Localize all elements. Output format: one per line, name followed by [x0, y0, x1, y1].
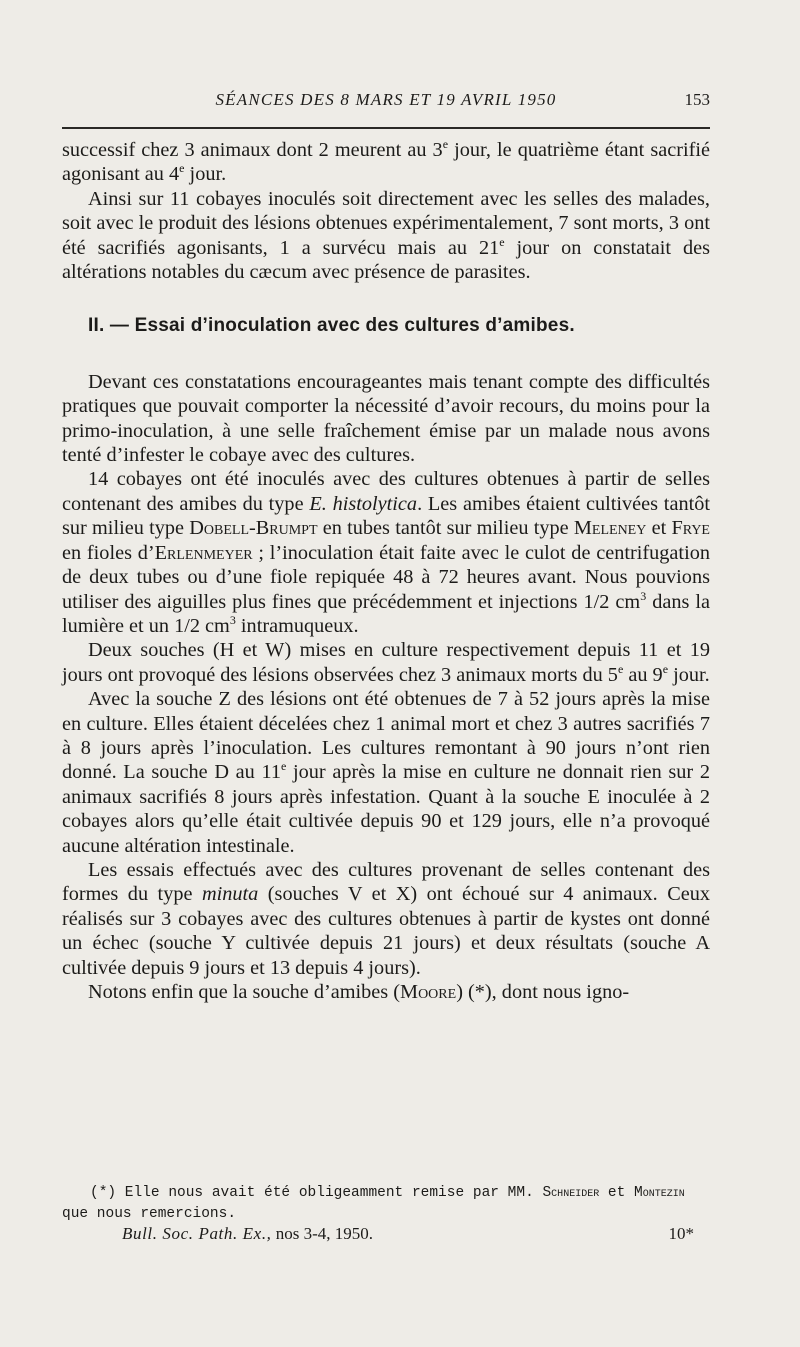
text-run: Deux souches (H et W) mises en culture respectivement depuis 11 et 19 jours ont provoqué des lésions observées chez 3 animaux morts du 5 — [62, 639, 710, 686]
paragraph-moore — [62, 980, 710, 1004]
paragraph-continued — [62, 138, 710, 187]
section-heading: II. — Essai d’inoculation avec des cultures d’amibes. — [88, 315, 575, 337]
text-run: en tubes tantôt sur milieu type — [317, 517, 574, 540]
body-text — [62, 138, 710, 1004]
text-run: . Les amibes étaient cultivées tantôt sur milieu type — [62, 492, 710, 540]
paragraph-minuta — [62, 858, 710, 980]
text-run: (*) Elle nous avait été obligeamment remise par MM. — [90, 1185, 543, 1201]
text-run: ) (*), dont nous igno- — [456, 981, 630, 1003]
text-run: ; l’inoculation était faite avec le culot de centrifugation de deux tubes ou d’une fiole repiquée 48 à 72 heures avant. Nous pouvions utiliser des aiguilles plus fines que précédemment et injections 1/2 cm — [62, 541, 710, 613]
superscript: 3 — [229, 613, 236, 628]
text-run: intramuqueux. — [235, 614, 359, 637]
author-name: Montezin — [634, 1185, 685, 1201]
author-name: Frye — [671, 517, 710, 540]
footnote — [62, 1183, 722, 1225]
text-run: et — [599, 1185, 635, 1201]
text-run: 14 cobayes ont été inoculés avec des cultures obtenues à partir de selles contenant des amibes du type — [62, 468, 710, 515]
text-run: Avec la souche Z des lésions ont été obtenues de 7 à 52 jours après la mise en culture. Elles étaient décelées chez 1 animal mort et chez 3 autres sacrifiés 7 à 8 jours après l’inoculation. Les cultures remontant à 90 jours n’ont rien donné. La souche D au 11 — [62, 688, 710, 784]
italic-term: minuta — [201, 883, 259, 906]
paragraph-strain-z — [62, 687, 710, 858]
species-name: E. histolytica — [309, 492, 418, 515]
superscript: e — [499, 234, 505, 249]
paragraph-intro: Devant ces constatations encourageantes mais tenant compte des difficultés pratiques que pouvait comporter la nécessité d’avoir recours, du moins pour la primo-inoculation, à une selle fraîchement émise par un malade nous avons tenté d’infester le cobaye avec des cultures. — [62, 370, 710, 467]
text-run: successif chez 3 animaux dont 2 meurent au 3 — [62, 139, 443, 161]
text-run: jour. — [668, 663, 710, 686]
running-title: SÉANCES DES 8 MARS ET 19 AVRIL 1950 — [215, 90, 557, 109]
author-name: Dobell-Brumpt — [189, 517, 318, 540]
text-run: jour après la mise en culture ne donnait rien sur 2 animaux sacrifiés 8 jours après infestation. Quant à la souche E inoculée à 2 cobayes alors qu’elle était cultivée depuis 90 et 129 jours, elle n’a provoqué aucune altération intestinale. — [62, 761, 711, 857]
superscript: 3 — [640, 588, 647, 603]
superscript: e — [662, 661, 669, 676]
text-run: et — [646, 517, 672, 540]
page-footer — [62, 1224, 722, 1248]
sheet-mark: 10* — [668, 1224, 694, 1243]
paragraph-strains-hw — [62, 638, 710, 687]
text-run: Notons enfin que la souche d’amibes ( — [88, 981, 401, 1003]
author-name: Moore — [400, 981, 457, 1003]
footnote-line — [62, 1183, 722, 1204]
superscript: e — [179, 161, 185, 176]
issue-info: nos 3-4, 1950. — [271, 1224, 374, 1243]
journal-title: Bull. Soc. Path. Ex., — [122, 1224, 272, 1243]
journal-citation — [122, 1224, 373, 1244]
author-name: Erlenmeyer — [154, 541, 253, 564]
text-run: au 9 — [623, 663, 663, 686]
author-name: Meleney — [573, 517, 647, 540]
text-run: (souches V et X) ont échoué sur 4 animaux. Ceux réalisés sur 3 cobayes avec des cultures obtenues à partir de kystes ont donné un échec (souche Y cultivée depuis 21 jours) et deux résultats (souche A cultivée depuis 9 jours et 13 depuis 4 jours). — [62, 883, 711, 979]
text-run: dans la lumière et un 1/2 cm — [62, 590, 711, 637]
text-run: jour. — [184, 163, 227, 186]
text-run: jour, le quatrième étant sacrifié agonisant au 4 — [62, 139, 711, 186]
superscript: e — [281, 759, 287, 774]
author-name: Schneider — [542, 1185, 600, 1201]
paragraph-summary — [62, 187, 710, 285]
running-header — [62, 90, 710, 120]
text-run: Ainsi sur 11 cobayes inoculés soit directement avec les selles des malades, soit avec le produit des lésions obtenues expérimentalement, 7 sont morts, 3 ont été sacrifiés agonisants, 1 a survécu mais au 21 — [62, 187, 710, 259]
header-rule — [62, 127, 710, 129]
page-number: 153 — [684, 90, 710, 109]
text-run: Les essais effectués avec des cultures provenant de selles contenant des formes du type — [62, 858, 710, 906]
text-run: en fioles d’ — [62, 541, 155, 564]
superscript: e — [442, 137, 449, 152]
paragraph-methods — [62, 467, 710, 638]
text-run: jour on constatait des altérations notables du cæcum avec présence de parasites. — [62, 236, 710, 284]
footnote-line: que nous remercions. — [62, 1206, 237, 1222]
superscript: e — [617, 661, 624, 676]
